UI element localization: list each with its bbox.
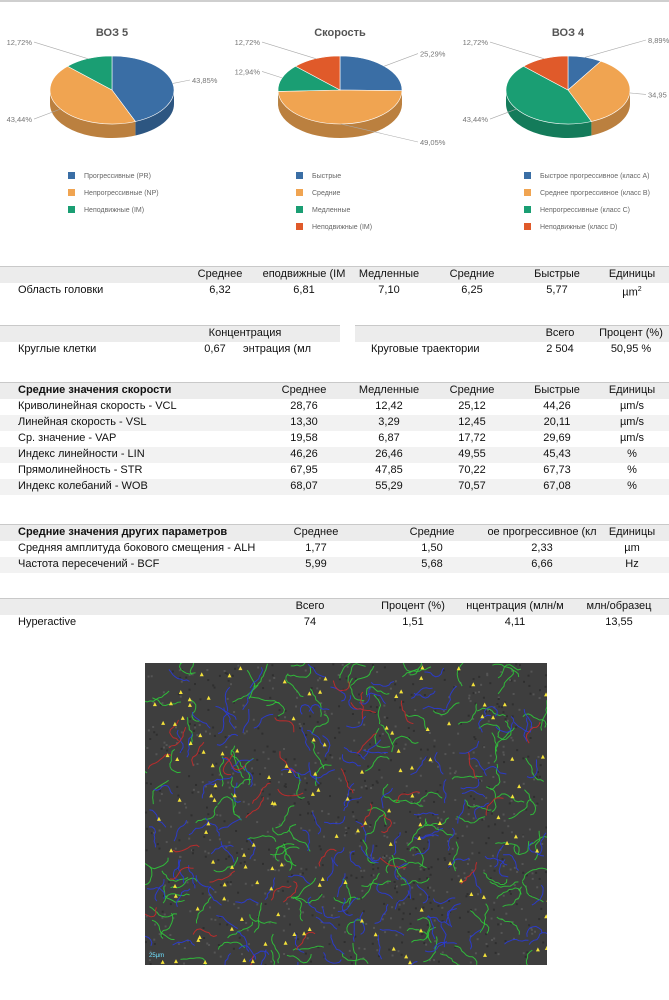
- legend-swatch: [524, 172, 531, 179]
- unit-cell: Hz: [625, 558, 639, 570]
- cell-value: 19,58: [290, 432, 318, 444]
- cell-value: 5,99: [305, 558, 327, 570]
- cell-value: 1,51: [402, 616, 424, 628]
- circular-table: [355, 325, 669, 358]
- hyperactive-table: [0, 598, 669, 631]
- top-divider: [0, 0, 669, 2]
- col-header: Процент (%): [599, 327, 663, 339]
- cell-value: 2 504: [546, 343, 574, 355]
- cell-value: 47,85: [375, 464, 403, 476]
- cell-value: 1,77: [305, 542, 327, 554]
- legend-entry: Непрогрессивные (NP): [84, 190, 159, 197]
- table-header: [355, 325, 669, 342]
- cell-value: 6,81: [293, 284, 315, 296]
- col-header: Единицы: [608, 268, 656, 280]
- legend-entry: Быстрые: [312, 173, 342, 180]
- row-label: Круглые клетки: [18, 343, 97, 355]
- legend-swatch: [68, 206, 75, 213]
- leader-line: [34, 42, 88, 59]
- table-title: Средние значения других параметров: [18, 526, 228, 538]
- col-header: Быстрые: [534, 268, 580, 280]
- legend-swatch: [296, 189, 303, 196]
- table-row: [0, 557, 669, 573]
- cell-value: 6,87: [378, 432, 400, 444]
- table-row: [0, 415, 669, 431]
- cell-value: 6,66: [531, 558, 553, 570]
- col-header: еподвижные (IM: [262, 268, 346, 280]
- unit-cell: %: [627, 448, 637, 460]
- cell-value: 26,46: [375, 448, 403, 460]
- cell-value: 67,08: [543, 480, 571, 492]
- unit-cell: µm: [624, 542, 640, 554]
- legend-entry: Неподвижные (IM): [84, 207, 145, 214]
- slice-label: 43,85%: [192, 76, 218, 86]
- cell-value: 12,42: [375, 400, 403, 412]
- head-area-table: [0, 266, 669, 299]
- legend-swatch: [296, 172, 303, 179]
- table-header: [0, 598, 669, 615]
- pie-chart-1: [235, 27, 446, 231]
- track-overlay: [145, 663, 547, 965]
- cell-value: энтрация (мл: [243, 343, 312, 355]
- col-header: Быстрые: [534, 384, 580, 396]
- cell-value: 74: [303, 616, 317, 628]
- unit-cell: µm/s: [619, 400, 645, 412]
- pie-slice-0: [340, 56, 402, 91]
- cell-value: 55,29: [375, 480, 403, 492]
- col-header: Всего: [545, 327, 575, 339]
- unit-cell: µm/s: [619, 416, 645, 428]
- slice-label: 43,44%: [462, 115, 488, 125]
- col-header: Медленные: [358, 268, 420, 280]
- table-row: [0, 479, 669, 495]
- legend-entry: Средние: [312, 190, 341, 197]
- row-label: Индекс линейности - LIN: [18, 448, 145, 460]
- slice-label: 43,44%: [6, 115, 32, 125]
- slice-label: 12,72%: [234, 38, 260, 48]
- col-header: Среднее: [293, 526, 339, 538]
- cell-value: 0,67: [204, 343, 226, 355]
- table-row: [0, 463, 669, 479]
- col-header: Процент (%): [381, 600, 445, 612]
- legend-swatch: [524, 206, 531, 213]
- legend-swatch: [68, 172, 75, 179]
- legend-entry: Быстрое прогрессивное (класс A): [540, 173, 650, 180]
- row-label: Частота пересечений - BCF: [18, 558, 160, 570]
- cell-value: 7,10: [378, 284, 400, 296]
- table-row: [0, 431, 669, 447]
- chart-title: Скорость: [314, 27, 366, 39]
- slice-label: 49,05%: [420, 137, 446, 147]
- cell-value: 49,55: [458, 448, 486, 460]
- col-header: ое прогрессивное (кл: [487, 526, 597, 538]
- leader-line: [173, 80, 190, 83]
- row-label: Область головки: [18, 284, 104, 296]
- row-label: Линейная скорость - VSL: [18, 416, 147, 428]
- legend-swatch: [296, 223, 303, 230]
- round-cells-table: [0, 325, 340, 358]
- table-row: [355, 342, 669, 358]
- cell-value: 70,57: [458, 480, 486, 492]
- leader-line: [630, 93, 646, 95]
- cell-value: 67,95: [290, 464, 318, 476]
- velocity-table: [0, 382, 669, 495]
- cell-value: 2,33: [531, 542, 553, 554]
- leader-line: [262, 71, 282, 77]
- cell-value: 28,76: [290, 400, 318, 412]
- cell-value: 67,73: [543, 464, 571, 476]
- cell-value: 3,29: [378, 416, 400, 428]
- cell-value: 12,45: [458, 416, 486, 428]
- table-row: [0, 283, 669, 299]
- col-header: Концентрация: [208, 327, 282, 339]
- table-header: [0, 382, 669, 399]
- leader-line: [490, 42, 544, 59]
- leader-line: [585, 40, 646, 57]
- cell-value: 5,77: [546, 284, 568, 296]
- legend-entry: Неподвижные (IM): [312, 224, 373, 231]
- row-label: Hyperactive: [18, 616, 77, 628]
- chart-title: ВОЗ 4: [551, 27, 585, 39]
- slice-label: 12,72%: [462, 38, 488, 48]
- legend-entry: Среднее прогрессивное (класс B): [540, 190, 650, 197]
- cell-value: 6,25: [461, 284, 483, 296]
- col-header: Средние: [409, 526, 455, 538]
- legend-entry: Медленные: [312, 207, 351, 214]
- slice-label: 8,89%: [648, 36, 669, 46]
- table-header: [0, 266, 669, 283]
- cell-value: 5,68: [421, 558, 443, 570]
- col-header: Среднее: [197, 268, 243, 280]
- other-rows: [0, 541, 669, 573]
- slice-label: 34,95: [648, 90, 667, 100]
- cell-value: 13,30: [290, 416, 318, 428]
- legend-entry: Неподвижные (класс D): [540, 224, 618, 231]
- cell-value: 6,32: [209, 284, 231, 296]
- unit-cell: µm$^2$: [622, 286, 642, 299]
- slice-label: 12,94%: [234, 67, 260, 77]
- unit-cell: %: [627, 480, 637, 492]
- table-header: [0, 325, 340, 342]
- cell-value: 25,12: [458, 400, 486, 412]
- pie-chart-0: [7, 27, 218, 214]
- legend-swatch: [524, 189, 531, 196]
- table-title: Средние значения скорости: [18, 384, 172, 396]
- cell-value: 50,95 %: [610, 343, 652, 355]
- row-label: Прямолинейность - STR: [18, 464, 143, 476]
- table-row: [0, 342, 340, 358]
- row-label: Круговые траектории: [371, 343, 480, 355]
- legend-entry: Прогрессивные (PR): [84, 173, 151, 180]
- scale-label: 25µm: [149, 953, 165, 959]
- sperm-track-micrograph: [145, 663, 547, 965]
- col-header: Всего: [295, 600, 325, 612]
- cell-value: 29,69: [543, 432, 571, 444]
- row-label: Криволинейная скорость - VCL: [18, 400, 177, 412]
- legend-swatch: [296, 206, 303, 213]
- velocity-rows: [0, 399, 669, 495]
- legend-swatch: [524, 223, 531, 230]
- unit-cell: %: [627, 464, 637, 476]
- leader-line: [262, 42, 316, 59]
- table-row: [0, 541, 669, 557]
- other-params-table: [0, 524, 669, 573]
- legend-entry: Непрогрессивные (класс C): [540, 207, 631, 214]
- table-row: [0, 399, 669, 415]
- table-header: [0, 524, 669, 541]
- cell-value: 20,11: [543, 416, 571, 428]
- cell-value: 4,11: [504, 616, 526, 628]
- row-label: Средняя амплитуда бокового смещения - ALH: [18, 542, 256, 554]
- col-header: Единицы: [608, 384, 656, 396]
- col-header: млн/образец: [586, 600, 652, 612]
- leader-line: [384, 54, 418, 67]
- col-header: Среднее: [281, 384, 327, 396]
- table-row: [0, 447, 669, 463]
- cell-value: 17,72: [458, 432, 486, 444]
- legend-swatch: [68, 189, 75, 196]
- cell-value: 70,22: [458, 464, 486, 476]
- col-header: Единицы: [608, 526, 656, 538]
- col-header: Медленные: [358, 384, 420, 396]
- chart-title: ВОЗ 5: [95, 27, 129, 39]
- cell-value: 45,43: [543, 448, 571, 460]
- col-header: Средние: [449, 384, 495, 396]
- row-label: Индекс колебаний - WOB: [18, 480, 148, 492]
- col-header: нцентрация (млн/м: [466, 600, 564, 612]
- cell-value: 1,50: [421, 542, 443, 554]
- table-row: [0, 615, 669, 631]
- pie-charts: [0, 12, 669, 262]
- slice-label: 25,29%: [420, 49, 446, 59]
- cell-value: 13,55: [605, 616, 633, 628]
- col-header: Средние: [449, 268, 495, 280]
- cell-value: 68,07: [290, 480, 318, 492]
- cell-value: 46,26: [290, 448, 318, 460]
- row-label: Ср. значение - VAP: [18, 432, 117, 444]
- slice-label: 12,72%: [6, 38, 32, 48]
- pie-chart-2: [463, 27, 669, 231]
- cell-value: 44,26: [543, 400, 571, 412]
- unit-cell: µm/s: [619, 432, 645, 444]
